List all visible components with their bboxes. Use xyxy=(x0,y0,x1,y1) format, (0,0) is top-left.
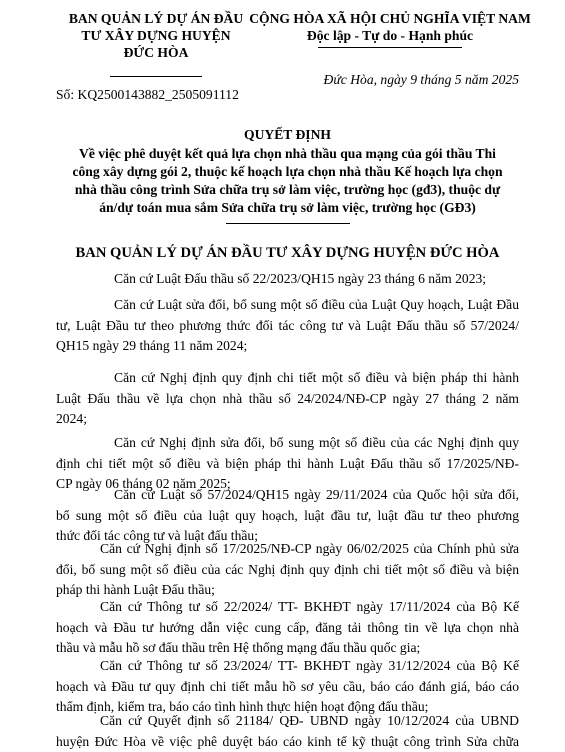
paragraph-line: đổi, bổ sung một số điều của các Nghị định quy định chi tiết một số điều và biện xyxy=(56,561,519,577)
subject-line: án/dự toán mua sắm Sửa chữa trụ sở làm việc, trường học (GĐ3) xyxy=(99,200,476,215)
place-and-date: Đức Hòa, ngày 9 tháng 5 năm 2025 xyxy=(323,72,519,87)
paragraph xyxy=(56,539,519,601)
national-motto: Độc lập - Tự do - Hạnh phúc xyxy=(306,28,474,43)
agency-line-2: TƯ XÂY DỰNG HUYỆN xyxy=(81,28,231,43)
agency-line-3: ĐỨC HÒA xyxy=(123,45,189,60)
paragraph-line: Luật Đấu thầu về lựa chọn nhà thầu số 24/2024/NĐ-CP ngày 27 tháng 2 năm xyxy=(56,390,519,406)
paragraph-line: pháp thi hành Luật Đấu thầu; xyxy=(56,582,215,597)
paragraph-line: Căn cứ Nghị định quy định chi tiết một số điều và biện pháp thi hành xyxy=(114,370,519,385)
agency-underline xyxy=(110,76,202,77)
paragraph-line: Căn cứ Luật Đấu thầu số 22/2023/QH15 ngày 23 tháng 6 năm 2023; xyxy=(114,271,487,286)
paragraph xyxy=(56,485,519,547)
paragraph xyxy=(56,368,519,430)
paragraph-line: Căn cứ Thông tư số 22/2024/ TT- BKHĐT ngày 17/11/2024 của Bộ Kế xyxy=(100,599,519,614)
paragraph xyxy=(56,295,519,357)
paragraph-line: Căn cứ Luật sửa đổi, bổ sung một số điều của Luật Quy hoạch, Luật Đầu xyxy=(114,297,519,312)
national-title: CỘNG HÒA XÃ HỘI CHỦ NGHĨA VIỆT NAM xyxy=(249,11,531,26)
agency-line-1: BAN QUẢN LÝ DỰ ÁN ĐẦU xyxy=(68,11,244,26)
paragraph-line: CP ngày 06 tháng 02 năm 2025; xyxy=(56,476,231,491)
document-number: Số: KQ2500143882_2505091112 xyxy=(56,87,239,102)
decision-heading: QUYẾT ĐỊNH xyxy=(244,127,331,142)
paragraph xyxy=(56,656,519,718)
paragraph-line: thẩm định, kiểm tra, báo cáo tình hình thực hiện hoạt động đấu thầu; xyxy=(56,699,429,714)
paragraph-line: tư, Luật Đầu tư theo phương thức đối tác công tư và Luật Đấu thầu số 57/2024/ xyxy=(56,317,519,333)
paragraph-line: huyện Đức Hòa về việc phê duyệt báo cáo kinh tế kỹ thuật công trình Sửa chữa xyxy=(56,733,519,749)
paragraph-line: hoạch và Đầu tư hướng dẫn việc cung cấp, đăng tải thông tin về lựa chọn nhà xyxy=(56,619,519,635)
paragraph xyxy=(56,711,519,752)
paragraph-line: định chi tiết một số điều và biện pháp thi hành Luật Đấu thầu số 17/2025/NĐ- xyxy=(56,455,519,471)
paragraph-line: Căn cứ Nghị định sửa đổi, bổ sung một số điều của các Nghị định quy xyxy=(114,435,519,450)
paragraph xyxy=(56,597,519,659)
paragraph-line: Căn cứ Quyết định số 21184/ QĐ- UBND ngày 10/12/2024 của UBND xyxy=(100,713,519,728)
subject-line: nhà thầu công trình Sửa chữa trụ sở làm việc, trường học (gđ3), thuộc dự xyxy=(74,182,501,197)
paragraph-line: 2024; xyxy=(56,411,87,426)
subject-line: Về việc phê duyệt kết quả lựa chọn nhà thầu qua mạng của gói thầu Thi xyxy=(79,146,496,161)
paragraph-line: Căn cứ Luật số 57/2024/QH15 ngày 29/11/2024 của Quốc hội sửa đổi, xyxy=(114,487,519,502)
subject-underline xyxy=(226,223,350,224)
motto-underline xyxy=(318,47,462,48)
issuing-authority: BAN QUẢN LÝ DỰ ÁN ĐẦU TƯ XÂY DỰNG HUYỆN ĐỨC HÒA xyxy=(75,245,500,261)
paragraph-line: Căn cứ Thông tư số 23/2024/ TT- BKHĐT ngày 31/12/2024 của Bộ Kế xyxy=(100,658,519,673)
paragraph-line: thầu và mẫu hồ sơ đấu thầu trên Hệ thống mạng đấu thầu quốc gia; xyxy=(56,640,421,655)
paragraph-line: bổ sung một số điều của luật quy hoạch, luật đầu tư, luật đầu tư theo phương xyxy=(56,507,519,523)
paragraph-line: QH15 ngày 29 tháng 11 năm 2024; xyxy=(56,338,248,353)
paragraph xyxy=(56,269,519,290)
decision-subject xyxy=(56,145,519,217)
paragraph-line: Căn cứ Nghị định số 17/2025/NĐ-CP ngày 06/02/2025 của Chính phủ sửa xyxy=(100,541,519,556)
issuing-agency xyxy=(56,10,256,61)
paragraph-line: hoạch và Đầu tư quy định chi tiết mẫu hồ sơ yêu cầu, báo cáo đánh giá, báo cáo xyxy=(56,678,519,694)
subject-line: công xây dựng gói 2, thuộc kế hoạch lựa chọn nhà thầu Kế hoạch lựa chọn xyxy=(72,164,503,179)
paragraph-line: thức đối tác công tư và luật đấu thầu; xyxy=(56,528,258,543)
